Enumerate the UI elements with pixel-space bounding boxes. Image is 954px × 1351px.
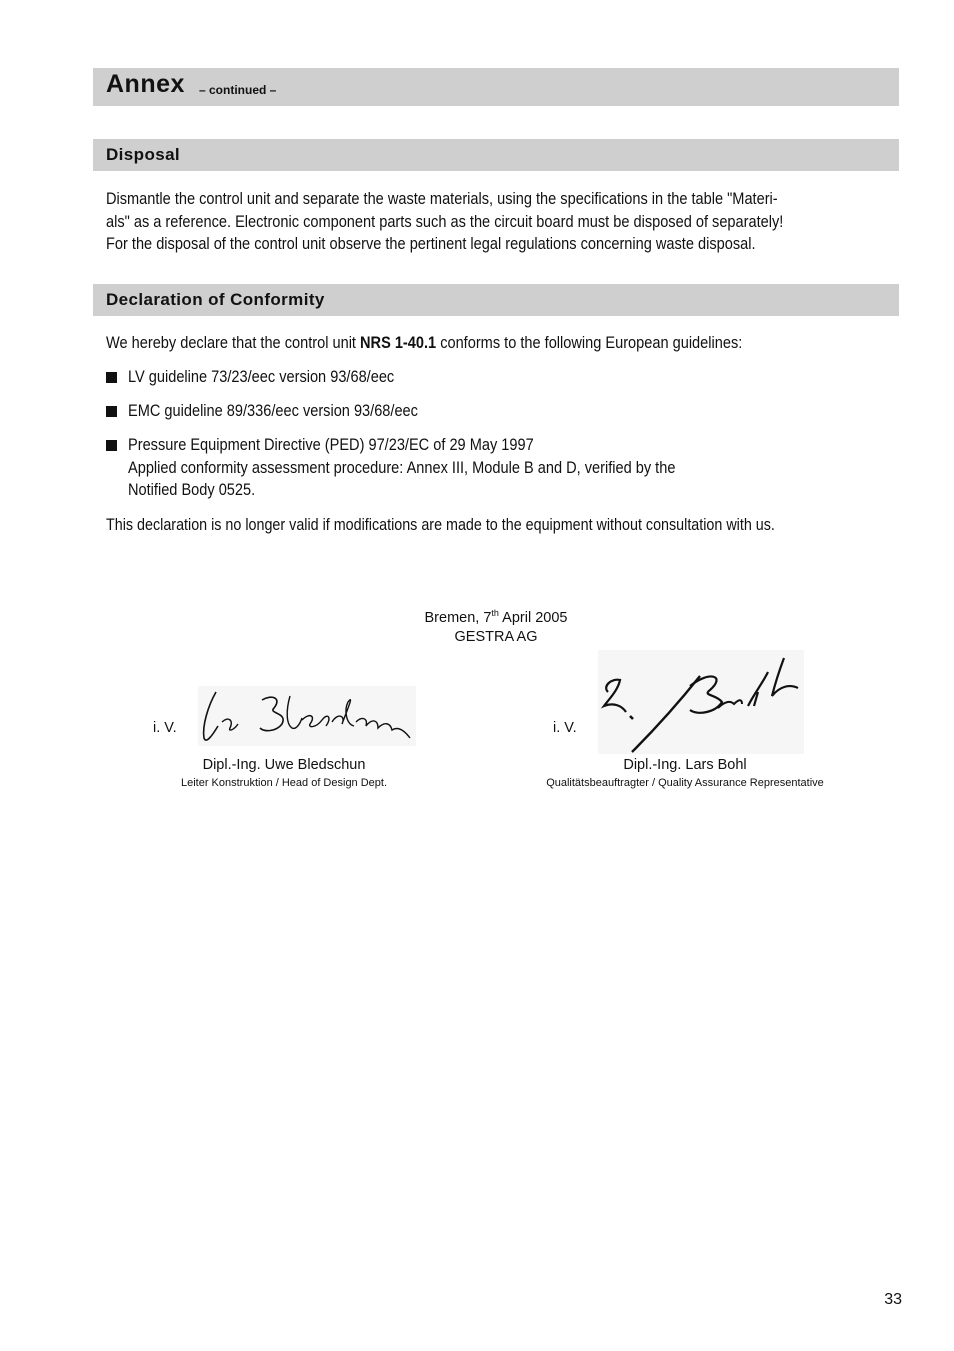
bullet-square-icon <box>106 440 117 451</box>
guideline-text: LV guideline 73/23/eec version 93/68/eec <box>128 368 395 386</box>
disposal-line: Dismantle the control unit and separate the waste materials, using the specifications in the table "Materi- <box>106 190 778 208</box>
signature-bledschun <box>198 686 416 746</box>
place-date <box>300 610 692 627</box>
guideline-item <box>128 400 450 423</box>
annex-header <box>93 68 899 106</box>
signatory-name: Dipl.-Ing. Uwe Bledschun <box>202 757 366 773</box>
page-number: 33 <box>884 1291 902 1308</box>
iv-label: i. V. <box>153 720 177 736</box>
conformity-intro-before: We hereby declare that the control unit <box>106 334 361 352</box>
signatory-role: Qualitätsbeauftragter / Quality Assurance Representative <box>546 777 824 789</box>
signatory-name: Dipl.-Ing. Lars Bohl <box>623 757 747 773</box>
signatory-role: Leiter Konstruktion / Head of Design Dept. <box>180 777 388 789</box>
disposal-paragraph <box>106 188 859 256</box>
disposal-line: als" as a reference. Electronic component parts such as the circuit board must be disposed of separately! <box>106 212 784 231</box>
product-name: NRS 1-40.1 <box>360 334 437 352</box>
date-rest: April 2005 <box>498 610 568 626</box>
annex-subtitle: – continued – <box>199 83 277 97</box>
conformity-heading: Declaration of Conformity <box>106 290 325 309</box>
place: Bremen, 7 <box>424 610 492 626</box>
disposal-heading-bar <box>93 139 899 171</box>
disposal-heading: Disposal <box>106 145 181 164</box>
guideline-text: Applied conformity assessment procedure: Annex III, Module B and D, verified by the <box>128 458 676 477</box>
bullet-square-icon <box>106 372 117 383</box>
conformity-intro-after: conforms to the following European guidelines: <box>436 334 743 352</box>
signature-bohl <box>598 650 804 754</box>
conformity-intro <box>106 332 813 355</box>
company-name: GESTRA AG <box>454 629 538 645</box>
guideline-text: Pressure Equipment Directive (PED) 97/23/EC of 29 May 1997 <box>128 436 534 454</box>
bullet-square-icon <box>106 406 117 417</box>
guideline-item <box>128 434 736 502</box>
guideline-text: Notified Body 0525. <box>128 481 256 499</box>
day-suffix: th <box>491 608 499 618</box>
annex-title: Annex <box>106 70 185 98</box>
disposal-line: For the disposal of the control unit observe the pertinent legal regulations concerning waste disposal. <box>106 235 756 253</box>
iv-label: i. V. <box>553 720 577 736</box>
validity-note: This declaration is no longer valid if modifications are made to the equipment without consultation with us. <box>106 516 775 534</box>
guideline-text: EMC guideline 89/336/eec version 93/68/eec <box>128 402 418 420</box>
guideline-item <box>128 366 424 389</box>
conformity-heading-bar <box>93 284 899 316</box>
